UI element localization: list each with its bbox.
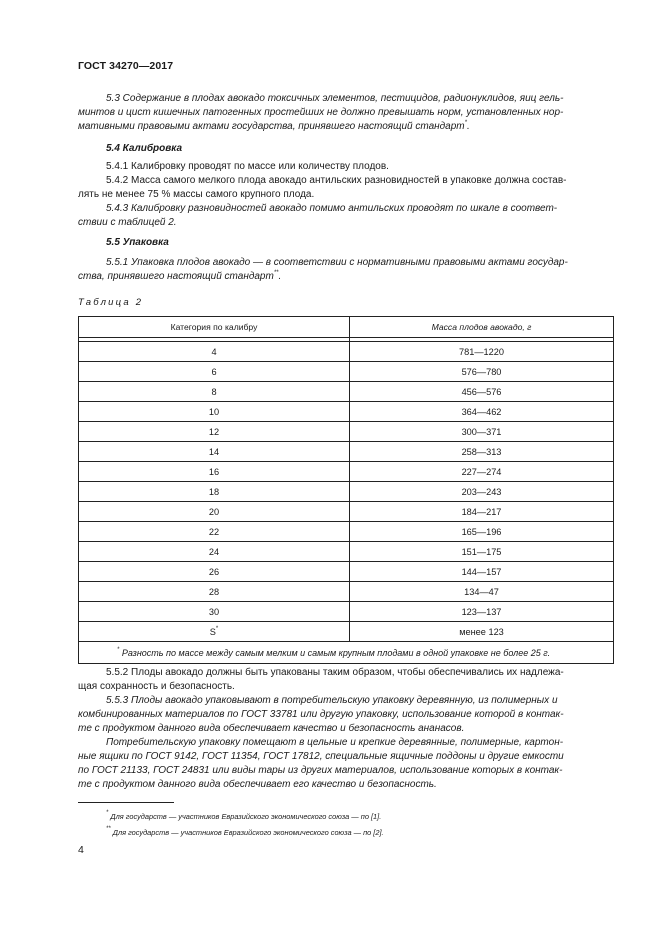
text-line: 5.5.1 Упаковка плодов авокадо — в соответствии с нормативными правовыми актами государ-: [106, 257, 568, 268]
mass-cell: 364—462: [350, 402, 614, 422]
category-cell: 28: [79, 582, 350, 602]
footnote-ref: *: [464, 120, 467, 126]
mass-cell: 144—157: [350, 562, 614, 582]
mass-cell: 123—137: [350, 602, 614, 622]
text-line: щая сохранность и безопасность.: [78, 681, 235, 692]
text-line: 5.4.2 Масса самого мелкого плода авокадо антильских разновидностей в упаковке должна состав-: [106, 175, 567, 186]
text-line: [78, 120, 614, 134]
mass-cell: 781—1220: [350, 342, 614, 362]
text-line: лять не менее 75 % массы самого крупного плода.: [78, 189, 315, 200]
text-line: 5.4.3 Калибровку разновидностей авокадо помимо антильских проводят по шкале в соответ-: [106, 203, 558, 214]
paragraph-5-5-1: [78, 256, 614, 284]
mass-cell: 227—274: [350, 462, 614, 482]
text-line: 5.5.3 Плоды авокадо упаковывают в потребительскую упаковку деревянную, из полимерных и: [106, 695, 558, 706]
section-heading-5-4: 5.4 Калибровка: [106, 143, 183, 154]
table-row: [79, 342, 614, 362]
table-footnote-row: [79, 642, 614, 664]
category-cell: 14: [79, 442, 350, 462]
page-number: 4: [78, 844, 84, 856]
footnote-text: Для государств — участников Евразийского экономического союза — по [2].: [112, 828, 384, 837]
table-row: [79, 442, 614, 462]
paragraph-5-4-1: 5.4.1 Калибровку проводят по массе или количеству плодов.: [106, 161, 389, 172]
table-row: [79, 462, 614, 482]
table-caption: Таблица 2: [78, 297, 144, 308]
text-line: по ГОСТ 21133, ГОСТ 24831 или виды тары из других материалов, использование которых в контак-: [78, 765, 563, 776]
text-span: мативными правовыми актами государства, принявшего настоящий стандарт: [78, 121, 465, 132]
category-cell: 12: [79, 422, 350, 442]
text-line: ные ящики по ГОСТ 9142, ГОСТ 11354, ГОСТ 17812, специальные ящичные поддоны и другие емкости: [78, 751, 564, 762]
table-row: [79, 362, 614, 382]
category-cell: 22: [79, 522, 350, 542]
footnote-ref: *: [215, 625, 219, 632]
table-row: [79, 502, 614, 522]
footnote-1: [106, 812, 381, 821]
table-row: [79, 522, 614, 542]
footnote-separator: [78, 802, 174, 803]
text-span: ства, принявшего настоящий стандарт: [78, 271, 274, 282]
category-cell: 24: [79, 542, 350, 562]
text-line: 5.3 Содержание в плодах авокадо токсичных элементов, пестицидов, радионуклидов, яиц гель-: [106, 93, 564, 104]
table-row: [79, 422, 614, 442]
category-label: S: [209, 626, 216, 637]
text-line: Потребительскую упаковку помещают в цельные и крепкие деревянные, полимерные, картон-: [106, 737, 564, 748]
category-cell: 6: [79, 362, 350, 382]
mass-cell: 151—175: [350, 542, 614, 562]
mass-cell: 258—313: [350, 442, 614, 462]
table-row: [79, 582, 614, 602]
section-5-4-body: [78, 160, 614, 230]
mass-cell: 184—217: [350, 502, 614, 522]
table-row: [79, 562, 614, 582]
text-line: те с продуктом данного вида обеспечивает его качество и безопасность.: [78, 779, 437, 790]
category-cell: 26: [79, 562, 350, 582]
footnote-ref: **: [273, 270, 279, 276]
calibration-table: [78, 316, 614, 664]
document-header: ГОСТ 34270—2017: [78, 60, 174, 72]
mass-cell: менее 123: [350, 622, 614, 642]
footnote-mark: *: [117, 646, 120, 653]
table-row: [79, 402, 614, 422]
table-row: [79, 542, 614, 562]
paragraph-5-3: [78, 92, 614, 134]
paragraph-5-5-3: [78, 694, 614, 792]
footnote-mark: **: [106, 826, 111, 832]
text-line: минтов и цист кишечных патогенных простейших не должно превышать норм, установленных нор-: [78, 107, 564, 118]
category-cell: 20: [79, 502, 350, 522]
category-cell: 16: [79, 462, 350, 482]
mass-cell: 203—243: [350, 482, 614, 502]
mass-cell: 300—371: [350, 422, 614, 442]
text-span: .: [278, 271, 282, 282]
paragraph-5-5-2: [78, 666, 614, 694]
mass-cell: 165—196: [350, 522, 614, 542]
text-line: комбинированных материалов по ГОСТ 33781 или другую упаковку, использование которой в контак-: [78, 709, 564, 720]
footnote-mark: *: [106, 810, 109, 816]
column-header-mass: Масса плодов авокадо, г: [350, 317, 614, 338]
mass-cell: 576—780: [350, 362, 614, 382]
footnote-text: Разность по массе между самым мелким и самым крупным плодами в одной упаковке не более 25 г.: [121, 647, 551, 658]
table-row: [79, 622, 614, 642]
text-line: [78, 270, 614, 284]
table-row: [79, 382, 614, 402]
text-span: .: [466, 121, 470, 132]
table-row: [79, 602, 614, 622]
category-cell: 30: [79, 602, 350, 622]
text-line: 5.5.2 Плоды авокадо должны быть упакованы таким образом, чтобы обеспечивались их надлежа-: [106, 667, 564, 678]
footnote-text: Для государств — участников Евразийского экономического союза — по [1].: [110, 812, 382, 821]
table-footnote: [79, 642, 614, 664]
table-header-row: [79, 317, 614, 338]
table-row: [79, 482, 614, 502]
category-cell: 10: [79, 402, 350, 422]
section-heading-5-5: 5.5 Упаковка: [106, 237, 169, 248]
text-line: ствии с таблицей 2.: [78, 217, 177, 228]
mass-cell: 134—47: [350, 582, 614, 602]
footnote-2: [106, 828, 384, 837]
category-cell: 4: [79, 342, 350, 362]
mass-cell: 456—576: [350, 382, 614, 402]
category-cell: 8: [79, 382, 350, 402]
column-header-category: Категория по калибру: [79, 317, 350, 338]
text-line: те с продуктом данного вида обеспечивает качество и безопасность ананасов.: [78, 723, 465, 734]
category-cell: [79, 622, 350, 642]
category-cell: 18: [79, 482, 350, 502]
